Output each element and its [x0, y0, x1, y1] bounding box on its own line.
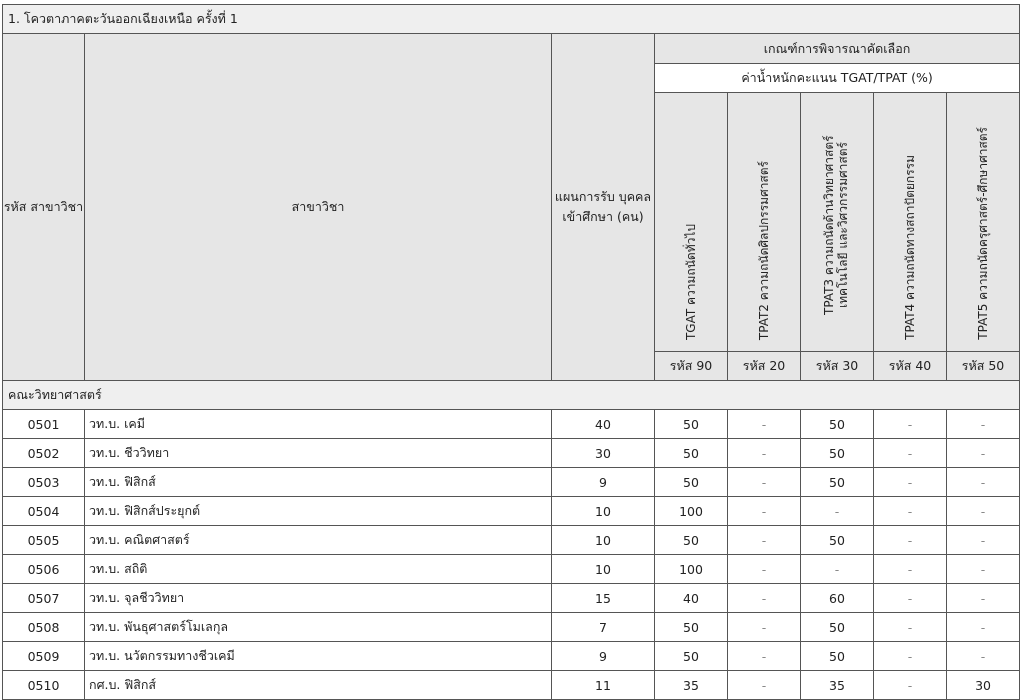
weight-header: ค่าน้ำหนักคะแนน TGAT/TPAT (%): [655, 64, 1020, 93]
cell-tpat5: -: [947, 584, 1020, 613]
cell-tpat2: -: [728, 410, 801, 439]
cell-name: วท.บ. ฟิสิกส์ประยุกต์: [85, 497, 552, 526]
cell-plan: 15: [552, 584, 655, 613]
cell-tpat3: 50: [801, 439, 874, 468]
cell-name: กศ.บ. ฟิสิกส์: [85, 671, 552, 700]
test-tpat3-code: รหัส 30: [801, 352, 874, 381]
table-row: [3, 671, 1020, 700]
cell-plan: 10: [552, 555, 655, 584]
cell-plan: 7: [552, 613, 655, 642]
cell-tgat: 50: [655, 439, 728, 468]
cell-plan: 10: [552, 526, 655, 555]
cell-tpat5: 30: [947, 671, 1020, 700]
admission-quota-table: [2, 4, 1020, 700]
plan-column-header: แผนการรับ บุคคลเข้าศึกษา (คน): [552, 34, 655, 381]
cell-tpat4: -: [874, 555, 947, 584]
cell-tpat3: 50: [801, 410, 874, 439]
cell-name: วท.บ. ฟิสิกส์: [85, 468, 552, 497]
criteria-header: เกณฑ์การพิจารณาคัดเลือก: [655, 34, 1020, 64]
table-row: [3, 497, 1020, 526]
cell-tpat2: -: [728, 468, 801, 497]
table-row: [3, 642, 1020, 671]
cell-code: 0501: [3, 410, 85, 439]
code-column-header: รหัส สาขาวิชา: [3, 34, 85, 381]
cell-tgat: 35: [655, 671, 728, 700]
cell-tpat5: -: [947, 613, 1020, 642]
cell-name: วท.บ. นวัตกรรมทางชีวเคมี: [85, 642, 552, 671]
cell-tpat2: -: [728, 613, 801, 642]
test-tpat5-code: รหัส 50: [947, 352, 1020, 381]
cell-code: 0508: [3, 613, 85, 642]
test-tgat-code: รหัส 90: [655, 352, 728, 381]
cell-tpat5: -: [947, 642, 1020, 671]
table-row: [3, 439, 1020, 468]
test-tgat-header: TGAT ความถนัดทั่วไป: [655, 93, 728, 352]
cell-tpat5: -: [947, 439, 1020, 468]
cell-tpat3: 60: [801, 584, 874, 613]
cell-tgat: 50: [655, 468, 728, 497]
table-row: [3, 526, 1020, 555]
cell-tpat2: -: [728, 526, 801, 555]
cell-code: 0505: [3, 526, 85, 555]
cell-tpat3: 35: [801, 671, 874, 700]
cell-tgat: 40: [655, 584, 728, 613]
cell-code: 0510: [3, 671, 85, 700]
cell-tpat2: -: [728, 642, 801, 671]
cell-tpat4: -: [874, 497, 947, 526]
test-tpat4-header: TPAT4 ความถนัดทางสถาปัตยกรรม: [874, 93, 947, 352]
cell-name: วท.บ. ชีววิทยา: [85, 439, 552, 468]
cell-tgat: 50: [655, 613, 728, 642]
cell-plan: 11: [552, 671, 655, 700]
cell-plan: 40: [552, 410, 655, 439]
cell-code: 0503: [3, 468, 85, 497]
cell-tpat2: -: [728, 555, 801, 584]
cell-code: 0506: [3, 555, 85, 584]
cell-name: วท.บ. สถิติ: [85, 555, 552, 584]
cell-plan: 30: [552, 439, 655, 468]
cell-tpat3: 50: [801, 613, 874, 642]
table-row: [3, 555, 1020, 584]
cell-tgat: 50: [655, 642, 728, 671]
table-row: [3, 613, 1020, 642]
cell-tpat2: -: [728, 497, 801, 526]
test-tpat5-header: TPAT5 ความถนัดครุศาสตร์-ศึกษาศาสตร์: [947, 93, 1020, 352]
test-tpat3-header: TPAT3 ความถนัดด้านวิทยาศาสตร์ เทคโนโลยี และวิศวกรรมศาสตร์: [801, 93, 874, 352]
table-row: [3, 410, 1020, 439]
cell-tpat3: -: [801, 555, 874, 584]
cell-name: วท.บ. คณิตศาสตร์: [85, 526, 552, 555]
cell-tpat5: -: [947, 468, 1020, 497]
cell-name: วท.บ. จุลชีววิทยา: [85, 584, 552, 613]
cell-tpat4: -: [874, 468, 947, 497]
cell-tpat4: -: [874, 613, 947, 642]
cell-tpat5: -: [947, 410, 1020, 439]
cell-tpat4: -: [874, 526, 947, 555]
cell-plan: 9: [552, 468, 655, 497]
cell-code: 0504: [3, 497, 85, 526]
cell-tpat3: 50: [801, 468, 874, 497]
faculty-row: คณะวิทยาศาสตร์: [3, 381, 1020, 410]
cell-code: 0502: [3, 439, 85, 468]
cell-tpat5: -: [947, 555, 1020, 584]
cell-tpat3: -: [801, 497, 874, 526]
cell-name: วท.บ. พันธุศาสตร์โมเลกุล: [85, 613, 552, 642]
cell-tgat: 50: [655, 410, 728, 439]
cell-tgat: 50: [655, 526, 728, 555]
cell-code: 0507: [3, 584, 85, 613]
cell-plan: 10: [552, 497, 655, 526]
cell-tpat4: -: [874, 439, 947, 468]
cell-tgat: 100: [655, 497, 728, 526]
cell-tpat4: -: [874, 584, 947, 613]
cell-tpat5: -: [947, 526, 1020, 555]
cell-tpat5: -: [947, 497, 1020, 526]
cell-tgat: 100: [655, 555, 728, 584]
cell-tpat3: 50: [801, 642, 874, 671]
test-tpat2-header: TPAT2 ความถนัดศิลปกรรมศาสตร์: [728, 93, 801, 352]
cell-name: วท.บ. เคมี: [85, 410, 552, 439]
table-row: [3, 468, 1020, 497]
cell-tpat4: -: [874, 642, 947, 671]
major-column-header: สาขาวิชา: [85, 34, 552, 381]
cell-tpat2: -: [728, 671, 801, 700]
cell-tpat2: -: [728, 439, 801, 468]
table-row: [3, 584, 1020, 613]
cell-tpat4: -: [874, 410, 947, 439]
test-tpat4-code: รหัส 40: [874, 352, 947, 381]
cell-plan: 9: [552, 642, 655, 671]
test-tpat2-code: รหัส 20: [728, 352, 801, 381]
cell-tpat3: 50: [801, 526, 874, 555]
cell-tpat2: -: [728, 584, 801, 613]
cell-code: 0509: [3, 642, 85, 671]
cell-tpat4: -: [874, 671, 947, 700]
table-title: 1. โควตาภาคตะวันออกเฉียงเหนือ ครั้งที่ 1: [3, 5, 1020, 34]
